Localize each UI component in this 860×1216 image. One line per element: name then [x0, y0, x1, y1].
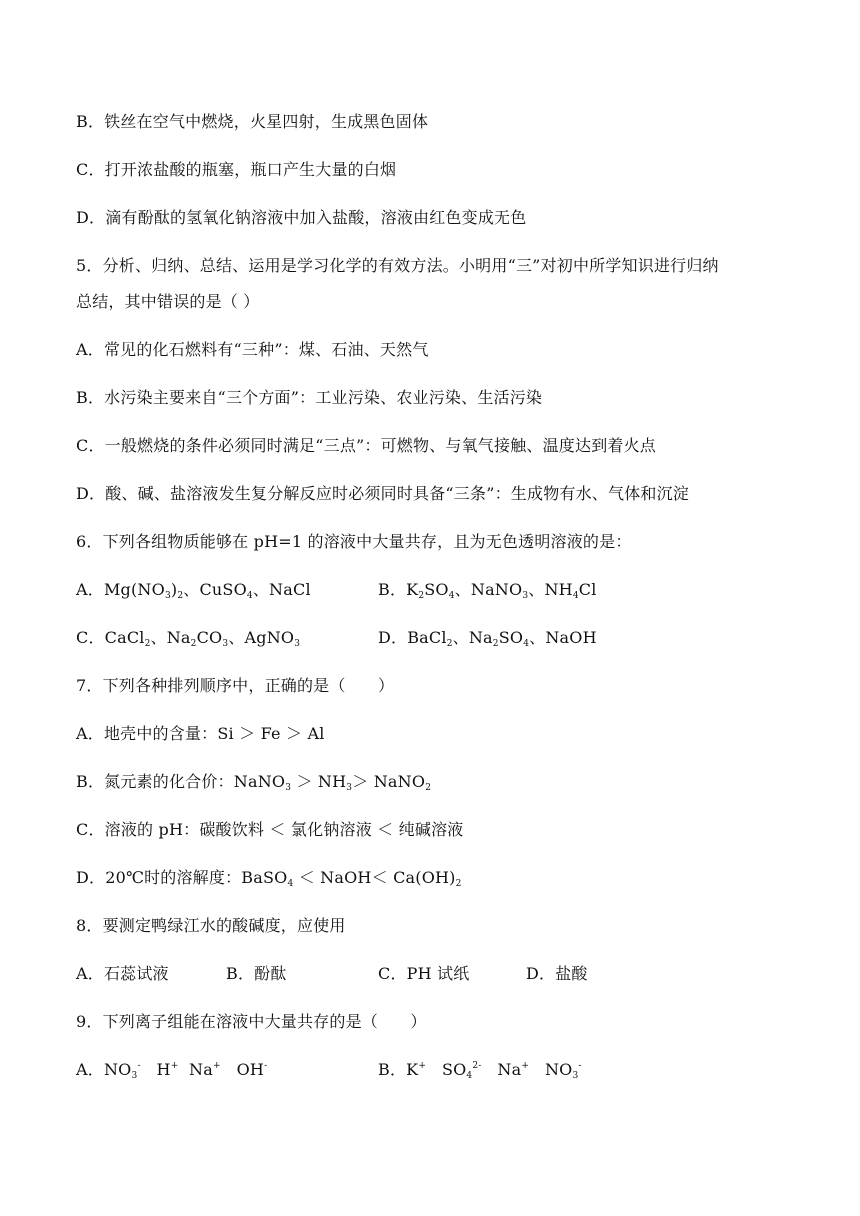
q6-option-a: A．$Mg(NO_3)_2$、CuSO$_4$、NaCl [76, 580, 311, 601]
q7-option-a: A．地壳中的含量：Si ＞ Fe ＞ Al [76, 724, 325, 743]
q9-stem: 9．下列离子组能在溶液中大量共存的是（ ） [76, 1012, 427, 1031]
q7-option-d: D．20℃时的溶解度：BaSO$_4$ ＜ NaOH＜ $Ca(OH)_2$ [76, 868, 462, 889]
q5-option-b: B．水污染主要来自“三个方面”：工业污染、农业污染、生活污染 [76, 388, 543, 407]
q6-stem: 6．下列各组物质能够在 pH=1 的溶液中大量共存，且为无色透明溶液的是： [76, 532, 632, 551]
q9-option-a: A．$NO_3^-$ H+ Na+ OH- [76, 1060, 268, 1081]
q6-options-row-2 [76, 628, 836, 648]
q5-stem-line-2: 总结，其中错误的是（ ） [76, 292, 260, 311]
q6-option-b: B．$K_2SO_4$、NaNO$_3$、$NH_4Cl$ [378, 580, 597, 601]
q5-option-a: A．常见的化石燃料有“三种”：煤、石油、天然气 [76, 340, 429, 359]
q8-stem: 8．要测定鸭绿江水的酸碱度，应使用 [76, 916, 346, 935]
q8-option-c: C．PH 试纸 [378, 964, 470, 983]
q7-stem: 7．下列各种排列顺序中，正确的是（ ） [76, 676, 395, 695]
q4-option-c: C．打开浓盐酸的瓶塞，瓶口产生大量的白烟 [76, 160, 397, 179]
q5-stem-line-1: 5．分析、归纳、总结、运用是学习化学的有效方法。小明用“三”对初中所学知识进行归纳 [76, 256, 719, 275]
q8-option-d: D．盐酸 [526, 964, 588, 983]
q5-option-c: C．一般燃烧的条件必须同时满足“三点”：可燃物、与氧气接触、温度达到着火点 [76, 436, 657, 455]
q6-options-row-1 [76, 580, 836, 600]
q4-option-b: B．铁丝在空气中燃烧，火星四射，生成黑色固体 [76, 112, 429, 131]
q4-option-d: D．滴有酚酞的氢氧化钠溶液中加入盐酸，溶液由红色变成无色 [76, 208, 527, 227]
q9-option-b: B．K+ $SO_4^{2-}$ Na+ $NO_3^-$ [378, 1060, 582, 1081]
q7-option-c: C．溶液的 pH：碳酸饮料 ＜ 氯化钠溶液 ＜ 纯碱溶液 [76, 820, 464, 839]
q6-option-c: C．CaCl$_2$、$Na_2CO_3$、AgNO$_3$ [76, 628, 301, 649]
q9-options-row [76, 1060, 836, 1080]
q5-option-d: D．酸、碱、盐溶液发生复分解反应时必须同时具备“三条”：生成物有水、气体和沉淀 [76, 484, 689, 503]
q7-option-b: B．氮元素的化合价：NaNO$_3$ ＞ $NH_3>$ NaNO$_2$ [76, 772, 432, 793]
q6-option-d: D．BaCl$_2$、$Na_2SO_4$、NaOH [378, 628, 597, 649]
q8-option-a: A．石蕊试液 [76, 964, 169, 983]
q8-option-b: B．酚酞 [226, 964, 287, 983]
